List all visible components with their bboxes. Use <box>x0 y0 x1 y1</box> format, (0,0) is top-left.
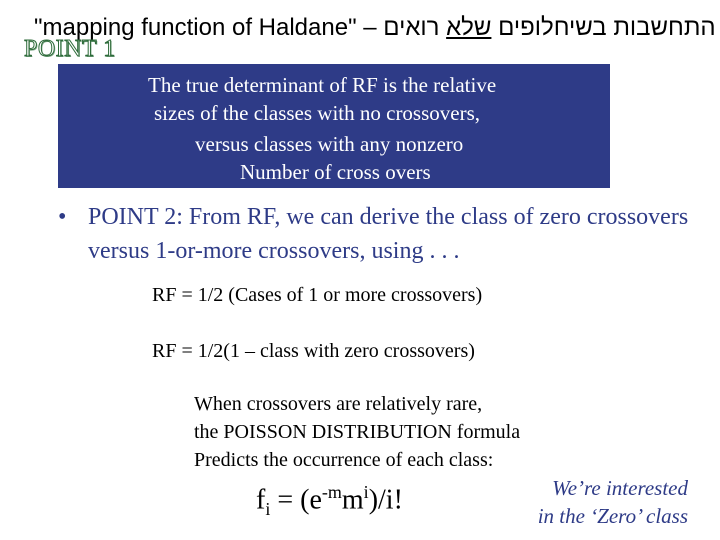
formula-open: = (e <box>270 484 322 516</box>
highlight-box <box>58 64 610 188</box>
title-hebrew <box>383 14 715 41</box>
poisson-line: the POISSON DISTRIBUTION formula <box>194 421 521 443</box>
zero-class-note <box>538 474 688 530</box>
formula-close: )/i! <box>368 484 403 516</box>
box-line: versus classes with any nonzero <box>195 132 464 156</box>
title-hebrew-underlined: שלא <box>446 14 492 41</box>
poisson-line: When crossovers are relatively rare, <box>194 393 483 415</box>
formula-sup: i <box>363 482 369 502</box>
note-line: in the ‘Zero’ class <box>537 504 688 528</box>
box-line: sizes of the classes with no crossovers, <box>154 101 481 125</box>
poisson-text <box>194 390 520 474</box>
formula-f: f <box>256 484 266 516</box>
equation-line: RF = 1/2 (Cases of 1 or more crossovers) <box>152 284 483 306</box>
formula-m: m <box>341 484 364 516</box>
title-hebrew-plain: רואים <box>383 14 440 41</box>
bullet-text: POINT 2: From RF, we can derive the class of zero crossovers versus 1-or-more crossovers, using . . . <box>88 204 689 264</box>
point-1-label: POINT 1 <box>24 36 116 62</box>
equation-line: RF = 1/2(1 – class with zero crossovers) <box>152 340 475 362</box>
box-line: The true determinant of RF is the relative <box>148 73 497 97</box>
title-hebrew-end: התחשבות בשיחלופים <box>498 14 716 41</box>
box-line: Number of cross overs <box>240 160 431 184</box>
bullet-marker: • <box>58 204 67 230</box>
formula-sub: i <box>265 498 271 519</box>
title-english: "mapping function of Haldane" – <box>34 14 377 41</box>
poisson-line: Predicts the occurrence of each class: <box>194 449 494 471</box>
note-line: We’re interested <box>552 476 688 500</box>
slide-title <box>34 14 714 42</box>
formula-exp: -m <box>321 482 342 502</box>
poisson-formula <box>256 482 403 520</box>
